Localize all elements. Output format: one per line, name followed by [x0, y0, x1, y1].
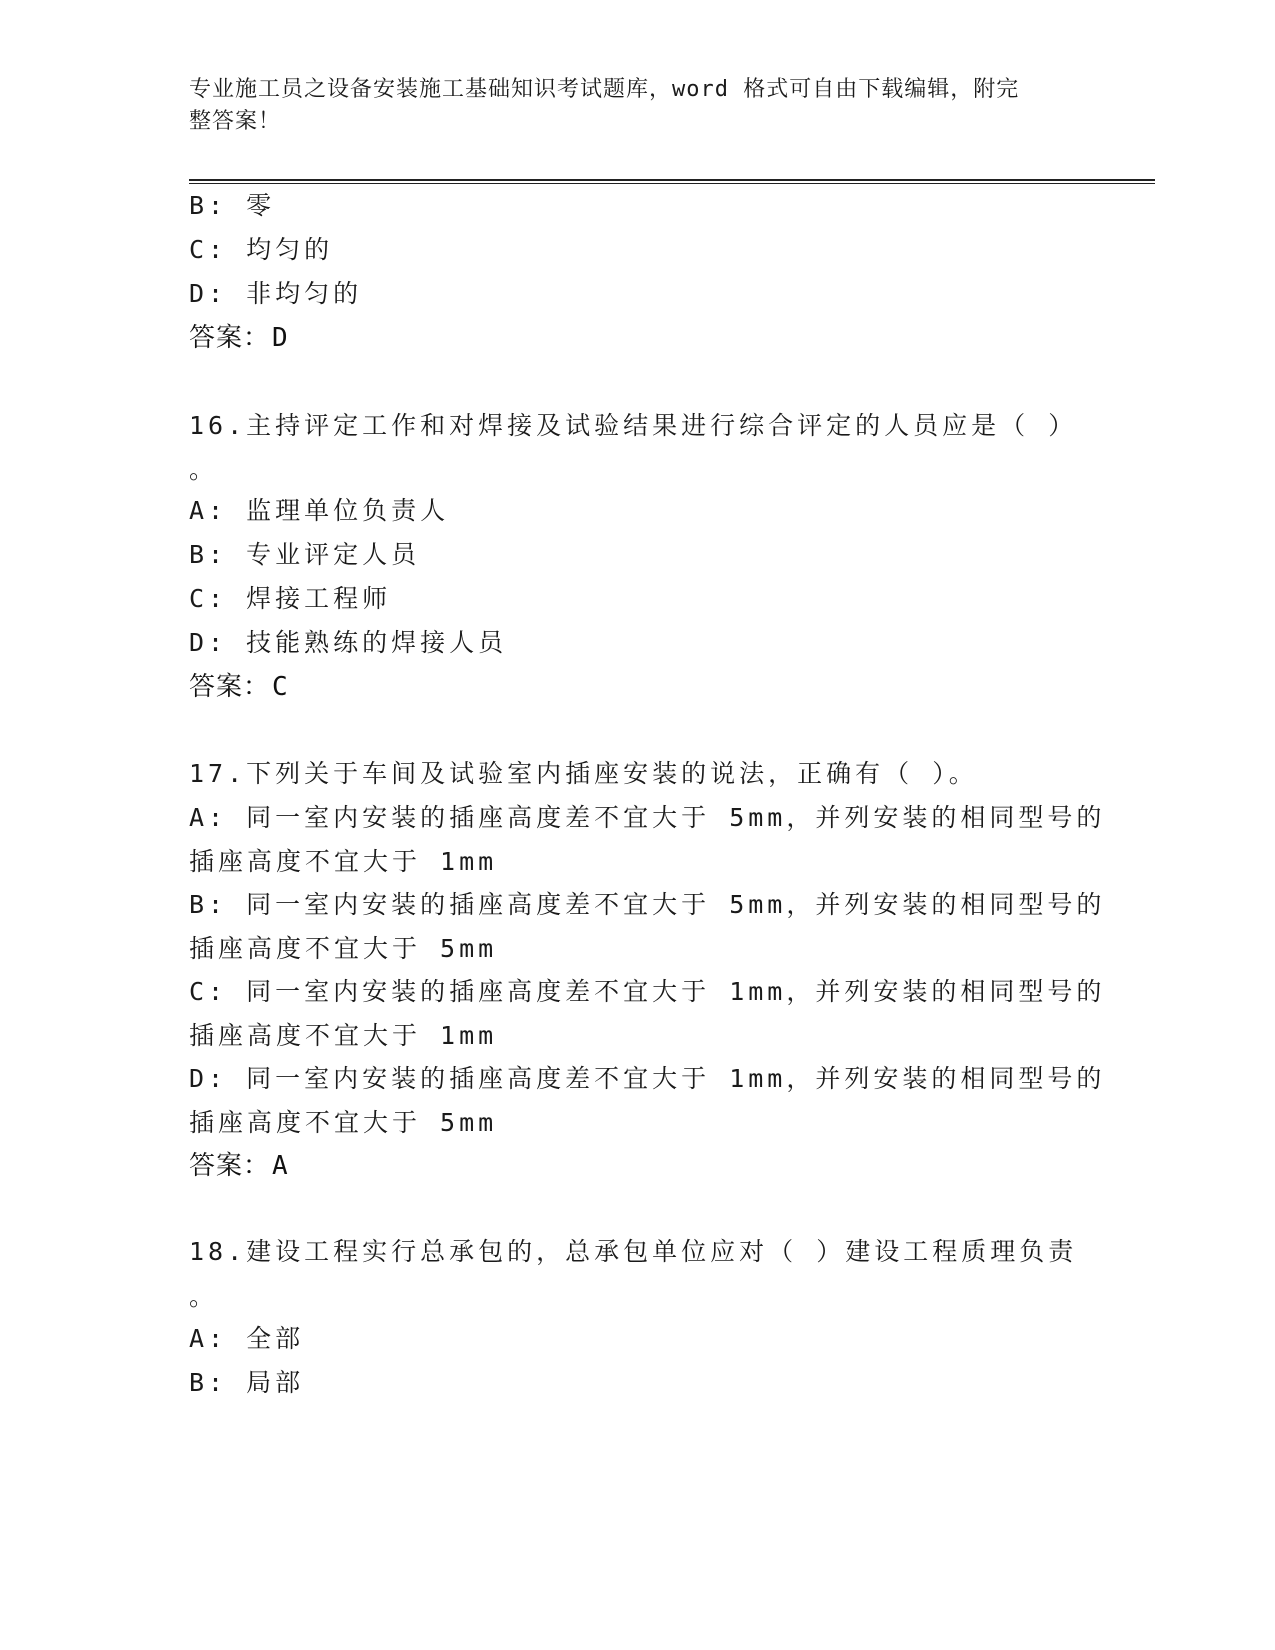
header-line-2: 整答案！ — [189, 109, 282, 134]
answer-value: A — [272, 1151, 289, 1181]
q16-option-b: B: 专业评定人员 — [189, 540, 421, 569]
q17-option-a: A: 同一室内安装的插座高度差不宜大于 5mm，并列安装的相同型号的 — [189, 803, 1106, 832]
q18-option-b: B: 局部 — [189, 1368, 305, 1397]
q17-option-b: B: 同一室内安装的插座高度差不宜大于 5mm，并列安装的相同型号的 — [189, 890, 1106, 919]
q16-option-a: A: 监理单位负责人 — [189, 496, 450, 525]
q15-option-d: D: 非均匀的 — [189, 279, 363, 308]
header-divider-thin — [189, 183, 1155, 184]
q17-question: 17.下列关于车间及试验室内插座安装的说法，正确有（ ）。 — [189, 759, 978, 788]
q17-option-c-continuation: 插座高度不宜大于 1mm — [189, 1021, 498, 1050]
q17-option-b-continuation: 插座高度不宜大于 5mm — [189, 934, 498, 963]
q17-option-d-continuation: 插座高度不宜大于 5mm — [189, 1108, 498, 1137]
answer-value: D — [272, 323, 289, 353]
q15-option-c: C: 均匀的 — [189, 235, 334, 264]
q17-answer — [189, 1149, 289, 1183]
q16-question: 16.主持评定工作和对焊接及试验结果进行综合评定的人员应是（ ） — [189, 411, 1078, 440]
q16-option-d: D: 技能熟练的焊接人员 — [189, 628, 508, 657]
q15-option-b: B: 零 — [189, 191, 276, 220]
q18-question-continuation: 。 — [189, 1282, 219, 1311]
q18-option-a: A: 全部 — [189, 1324, 305, 1353]
q17-option-c: C: 同一室内安装的插座高度差不宜大于 1mm，并列安装的相同型号的 — [189, 977, 1106, 1006]
q15-answer — [189, 321, 289, 355]
answer-value: C — [272, 672, 289, 702]
q16-question-continuation: 。 — [189, 455, 219, 484]
header-line-1: 专业施工员之设备安装施工基础知识考试题库，word 格式可自由下载编辑，附完 — [189, 77, 1020, 102]
q18-question: 18.建设工程实行总承包的，总承包单位应对（ ）建设工程质理负责 — [189, 1237, 1078, 1266]
q17-option-d: D: 同一室内安装的插座高度差不宜大于 1mm，并列安装的相同型号的 — [189, 1064, 1106, 1093]
q17-option-a-continuation: 插座高度不宜大于 1mm — [189, 847, 498, 876]
answer-label: 答案： — [189, 323, 271, 353]
q16-option-c: C: 焊接工程师 — [189, 584, 392, 613]
document-header — [189, 74, 1069, 138]
answer-label: 答案： — [189, 672, 271, 702]
answer-label: 答案： — [189, 1151, 271, 1181]
header-divider-thick — [189, 179, 1155, 181]
q16-answer — [189, 670, 289, 704]
